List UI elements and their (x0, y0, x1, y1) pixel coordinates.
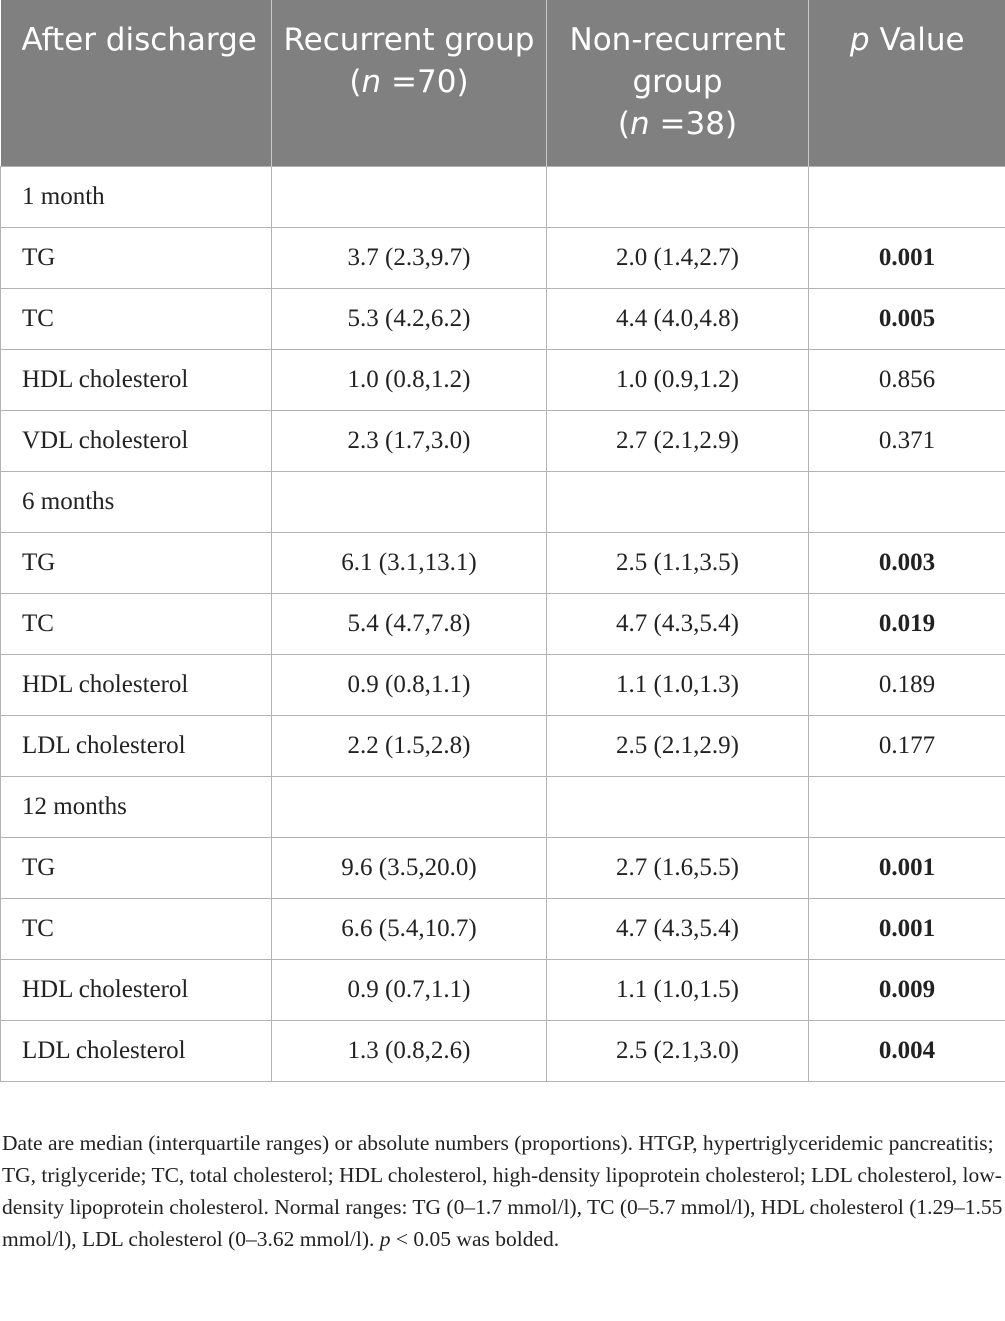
non-recurrent-value: 2.7 (1.6,5.5) (547, 837, 809, 898)
recurrent-value: 1.3 (0.8,2.6) (272, 1020, 547, 1081)
section-label: 12 months (1, 776, 272, 837)
table-row (1, 593, 1005, 654)
p-value: 0.001 (809, 898, 1005, 959)
non-recurrent-value: 4.7 (4.3,5.4) (547, 593, 809, 654)
empty-cell (272, 776, 547, 837)
p-value: 0.001 (809, 227, 1005, 288)
table-row (1, 288, 1005, 349)
table-body (1, 166, 1005, 1081)
empty-cell (547, 776, 809, 837)
section-label: 1 month (1, 166, 272, 227)
p-value: 0.005 (809, 288, 1005, 349)
row-label: VDL cholesterol (1, 410, 272, 471)
header-recurrent-group: Recurrent group (n =70) (272, 0, 547, 166)
row-label: TG (1, 837, 272, 898)
row-label: LDL cholesterol (1, 1020, 272, 1081)
header-non-recurrent-group: Non-recurrent group (n =38) (547, 0, 809, 166)
header-p-value: p Value (809, 0, 1005, 166)
table-row (1, 410, 1005, 471)
row-label: HDL cholesterol (1, 654, 272, 715)
non-recurrent-value: 2.5 (2.1,3.0) (547, 1020, 809, 1081)
p-value: 0.177 (809, 715, 1005, 776)
table-row (1, 227, 1005, 288)
table-footnote (0, 1127, 1005, 1255)
row-label: TC (1, 898, 272, 959)
p-value: 0.009 (809, 959, 1005, 1020)
recurrent-value: 6.1 (3.1,13.1) (272, 532, 547, 593)
p-value: 0.856 (809, 349, 1005, 410)
p-value: 0.189 (809, 654, 1005, 715)
row-label: HDL cholesterol (1, 349, 272, 410)
recurrent-value: 0.9 (0.7,1.1) (272, 959, 547, 1020)
row-label: HDL cholesterol (1, 959, 272, 1020)
p-value: 0.371 (809, 410, 1005, 471)
non-recurrent-value: 1.0 (0.9,1.2) (547, 349, 809, 410)
table-row (1, 654, 1005, 715)
p-value: 0.004 (809, 1020, 1005, 1081)
recurrent-value: 5.3 (4.2,6.2) (272, 288, 547, 349)
non-recurrent-value: 2.7 (2.1,2.9) (547, 410, 809, 471)
section-row (1, 776, 1005, 837)
footnote-tail: < 0.05 was bolded. (390, 1227, 560, 1251)
non-recurrent-value: 2.5 (1.1,3.5) (547, 532, 809, 593)
non-recurrent-value: 1.1 (1.0,1.5) (547, 959, 809, 1020)
empty-cell (272, 471, 547, 532)
row-label: TG (1, 227, 272, 288)
row-label: LDL cholesterol (1, 715, 272, 776)
non-recurrent-value: 4.7 (4.3,5.4) (547, 898, 809, 959)
row-label: TG (1, 532, 272, 593)
non-recurrent-value: 4.4 (4.0,4.8) (547, 288, 809, 349)
section-row (1, 471, 1005, 532)
empty-cell (272, 166, 547, 227)
section-label: 6 months (1, 471, 272, 532)
table-row (1, 898, 1005, 959)
recurrent-value: 3.7 (2.3,9.7) (272, 227, 547, 288)
header-row (1, 0, 1005, 166)
empty-cell (547, 471, 809, 532)
recurrent-value: 2.3 (1.7,3.0) (272, 410, 547, 471)
footnote-text: Date are median (interquartile ranges) or absolute numbers (proportions). HTGP, hypertriglyceridemic pancreatitis; TG, triglyceride; TC, total cholesterol; HDL cholesterol, high-density lipoprotein cholesterol; LDL cholesterol, low-density lipoprotein cholesterol. Normal ranges: TG (0–1.7 mmol/l), TC (0–5.7 mmol/l), HDL cholesterol (1.29–1.55 mmol/l), LDL cholesterol (0–3.62 mmol/l). (2, 1131, 1003, 1251)
empty-cell (809, 166, 1005, 227)
empty-cell (809, 776, 1005, 837)
recurrent-value: 0.9 (0.8,1.1) (272, 654, 547, 715)
recurrent-value: 9.6 (3.5,20.0) (272, 837, 547, 898)
empty-cell (809, 471, 1005, 532)
footnote-p-var: p (379, 1227, 391, 1251)
p-value: 0.003 (809, 532, 1005, 593)
table-row (1, 715, 1005, 776)
table-row (1, 837, 1005, 898)
header-after-discharge: After discharge (1, 0, 272, 166)
row-label: TC (1, 288, 272, 349)
non-recurrent-value: 1.1 (1.0,1.3) (547, 654, 809, 715)
recurrent-value: 5.4 (4.7,7.8) (272, 593, 547, 654)
recurrent-value: 6.6 (5.4,10.7) (272, 898, 547, 959)
table-row (1, 1020, 1005, 1081)
table-row (1, 532, 1005, 593)
p-value: 0.001 (809, 837, 1005, 898)
empty-cell (547, 166, 809, 227)
table-row (1, 959, 1005, 1020)
non-recurrent-value: 2.0 (1.4,2.7) (547, 227, 809, 288)
p-value: 0.019 (809, 593, 1005, 654)
table-row (1, 349, 1005, 410)
recurrent-value: 2.2 (1.5,2.8) (272, 715, 547, 776)
section-row (1, 166, 1005, 227)
non-recurrent-value: 2.5 (2.1,2.9) (547, 715, 809, 776)
row-label: TC (1, 593, 272, 654)
recurrent-value: 1.0 (0.8,1.2) (272, 349, 547, 410)
